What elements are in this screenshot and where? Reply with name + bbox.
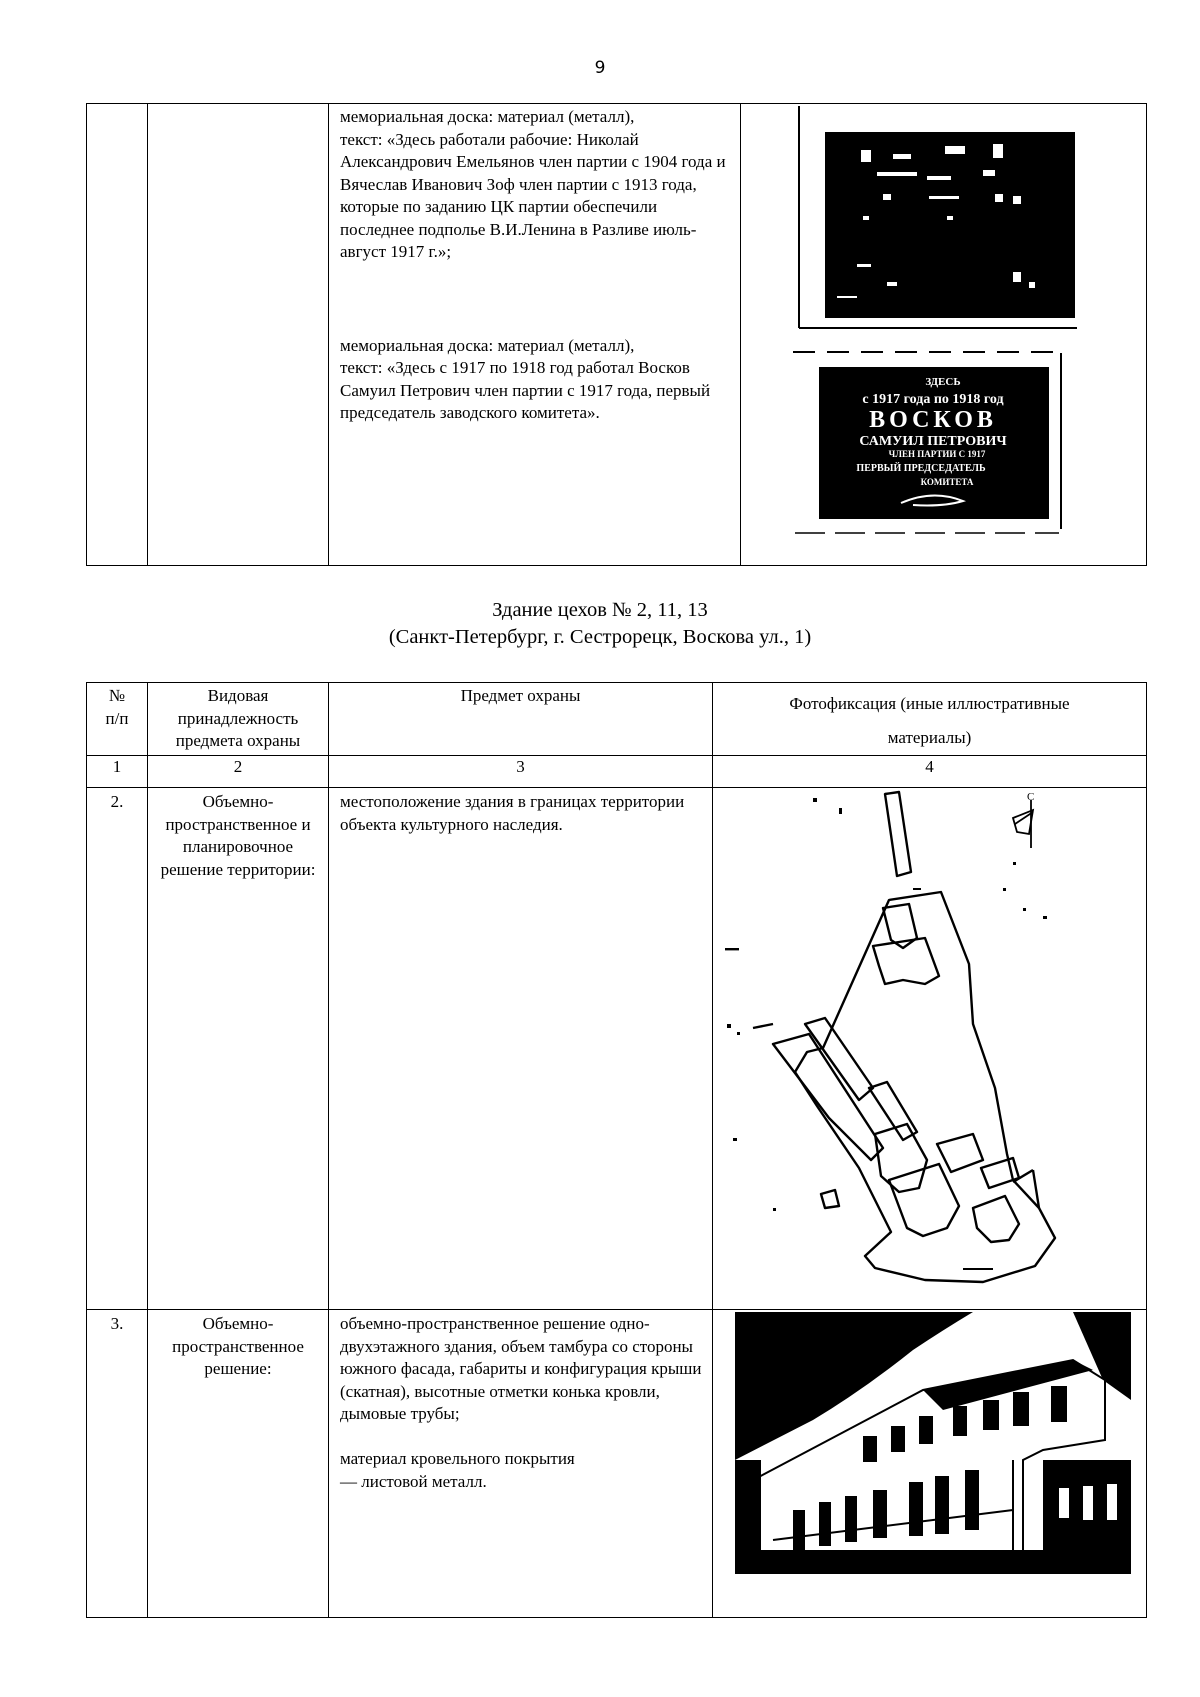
num-cell-empty: [87, 104, 148, 566]
index-2: 2: [148, 756, 329, 788]
header-row: [87, 683, 1147, 756]
index-1: 1: [87, 756, 148, 788]
row-3-kind: Объемно-пространственное решение:: [148, 1310, 329, 1618]
row-3-photo-cell: [713, 1310, 1147, 1618]
header-subject: Предмет охраны: [329, 683, 713, 756]
header-photo: Фотофиксация (иные иллюстративные материалы): [713, 683, 1147, 756]
row-3-num: 3.: [87, 1310, 148, 1618]
row-2-subject: местоположение здания в границах территории объекта культурного наследия.: [340, 792, 685, 834]
building-photo: [713, 1310, 1145, 1614]
plaque-2-years: с 1917 года по 1918 год: [862, 392, 1004, 407]
index-4: 4: [713, 756, 1147, 788]
row-3-subject-cell: [329, 1310, 713, 1618]
compass-icon: [1013, 800, 1033, 848]
continuation-table: [86, 103, 1147, 566]
plaque-2-committee: КОМИТЕТА: [920, 477, 974, 487]
row-2-subject-cell: [329, 788, 713, 1310]
plaques-photo-cell: [741, 104, 1147, 566]
site-plan-map: [713, 788, 1145, 1306]
plaque-2-word-zdes: ЗДЕСЬ: [925, 376, 961, 388]
plaque-2-photo: [793, 351, 1083, 536]
table-row: [87, 1310, 1147, 1618]
header-num: № п/п: [87, 683, 148, 756]
page-number: 9: [594, 58, 606, 78]
row-2-map-cell: [713, 788, 1147, 1310]
row-2-kind: Объемно-пространственное и планировочное решение территории:: [148, 788, 329, 1310]
plaque-2-description: мемориальная доска: материал (металл), текст: «Здесь с 1917 по 1918 год работал Восков Самуил Петрович член партии с 1917 года, первый председатель заводского комитета».: [340, 335, 711, 422]
row-2-num: 2.: [87, 788, 148, 1310]
index-3: 3: [329, 756, 713, 788]
section-title-line1: Здание цехов № 2, 11, 13: [492, 599, 708, 621]
section-title-line2: (Санкт-Петербург, г. Сестрорецк, Воскова ул., 1): [388, 626, 812, 648]
kind-cell-empty: [148, 104, 329, 566]
plaque-1-description: мемориальная доска: материал (металл), текст: «Здесь работали рабочие: Николай Александрович Емельянов член партии с 1904 года и Вячеслав Иванович Зоф член партии с 1913 года, которые по заданию ЦК партии обеспечили последнее подполье В.И.Ленина в Разливе июль-август 1917 г.»;: [340, 107, 726, 261]
table-row: [87, 788, 1147, 1310]
protection-table: [86, 682, 1147, 1618]
plaque-2-party: ЧЛЕН ПАРТИИ С 1917: [888, 449, 986, 459]
plaque-2-surname: ВОСКОВ: [869, 407, 997, 433]
plaque-2-name: САМУИЛ ПЕТРОВИЧ: [859, 434, 1007, 449]
compass-north-label: С: [1027, 791, 1035, 803]
header-kind: Видовая принадлежность предмета охраны: [148, 683, 329, 756]
plaque-1-photo: [797, 104, 1087, 334]
row-3-subject: объемно-пространственное решение одно-двухэтажного здания, объем тамбура со стороны южного фасада, габариты и конфигурация крыши (скатная), высотные отметки конька кровли, дымовые трубы; материал кровельного покрытия — листовой металл.: [340, 1314, 702, 1491]
plaque-2-chairman: ПЕРВЫЙ ПРЕДСЕДАТЕЛЬ: [856, 463, 986, 474]
plaques-description-cell: [329, 104, 741, 566]
index-row: [87, 756, 1147, 788]
